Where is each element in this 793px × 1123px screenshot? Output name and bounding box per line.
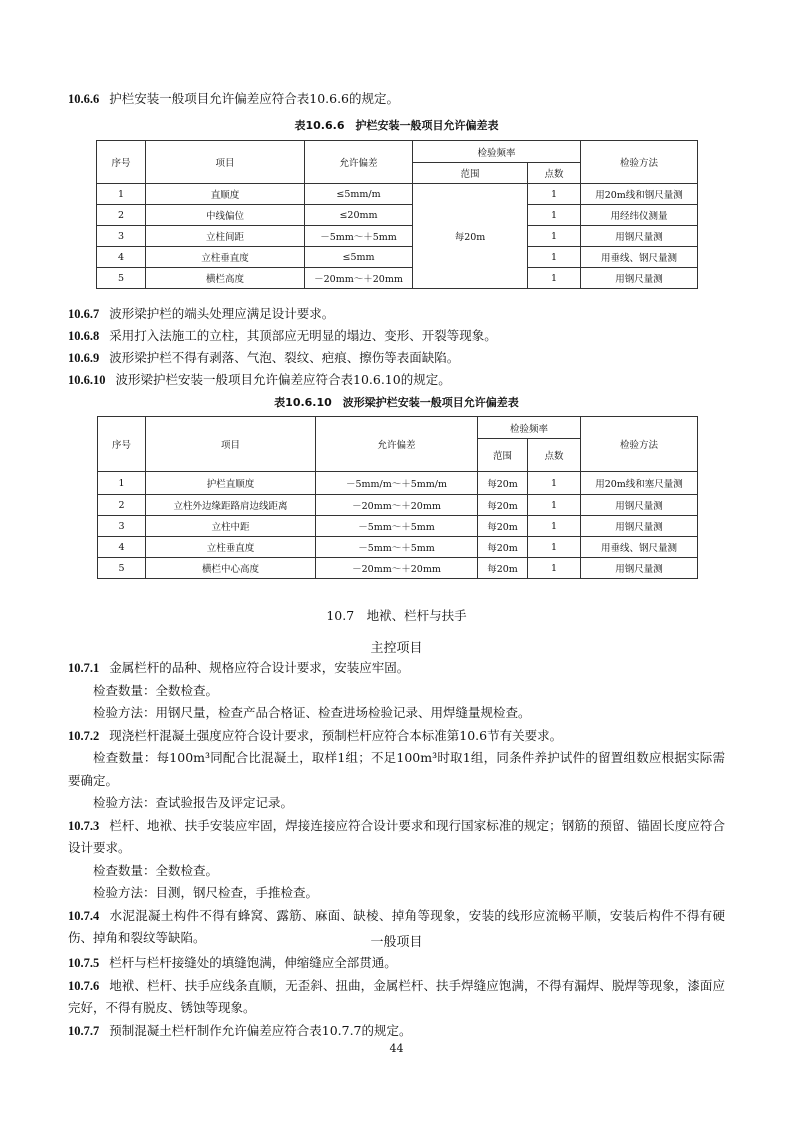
table-cell: 1 [97, 184, 146, 205]
table-cell: 1 [98, 472, 146, 495]
table-cell: ≤5mm/m [305, 184, 413, 205]
table-cell: 立柱垂直度 [146, 247, 305, 268]
table-cell: 1 [528, 537, 581, 558]
table-cell: 横栏高度 [146, 268, 305, 289]
table-cell: 用钢尺量测 [581, 558, 698, 579]
table-cell: 用钢尺量测 [581, 495, 698, 516]
table-cell: 用钢尺量测 [581, 226, 698, 247]
clause-10-6-10: 10.6.10 波形梁护栏安装一般项目允许偏差应符合表10.6.10的规定。 [68, 372, 451, 387]
table-cell: 立柱间距 [146, 226, 305, 247]
table-cell: 护栏直顺度 [146, 472, 316, 495]
table-cell: 中线偏位 [146, 205, 305, 226]
table-cell: 每20m [478, 516, 528, 537]
table-row [98, 516, 698, 537]
table-cell: 立柱中距 [146, 516, 316, 537]
table-cell: 4 [97, 247, 146, 268]
table-cell: 1 [528, 226, 581, 247]
table-cell: 每20m [478, 537, 528, 558]
table-cell: 1 [528, 558, 581, 579]
table-cell: 5 [97, 268, 146, 289]
table-row [97, 184, 698, 205]
table-cell: 用垂线、钢尺量测 [581, 537, 698, 558]
inspection-method: 检验方法：目测，钢尺检查，手推检查。 [93, 885, 319, 900]
clause-10-6-9: 10.6.9 波形梁护栏不得有剥落、气泡、裂纹、疤痕、擦伤等表面缺陷。 [68, 350, 460, 365]
clause-10-7-5: 10.7.5 栏杆与栏杆接缝处的填缝饱满，伸缩缝应全部贯通。 [68, 955, 397, 970]
table-cell: －5mm～＋5mm [305, 226, 413, 247]
table-cell: 2 [98, 495, 146, 516]
table-row [97, 268, 698, 289]
table-caption: 表10.6.10 波形梁护栏安装一般项目允许偏差表 [274, 396, 519, 409]
clause-10-7-4: 10.7.4 水泥混凝土构件不得有蜂窝、露筋、麻面、缺棱、掉角等现象，安装的线形应流畅平顺，安装后构件不得有硬伤、掉角和裂纹等缺陷。 [68, 907, 725, 945]
clause-10-7-5-to-10-7-7 [68, 952, 725, 1042]
clause-10-7-1: 10.7.1 金属栏杆的品种、规格应符合设计要求，安装应牢固。 [68, 660, 410, 675]
table-cell: －5mm～＋5mm [316, 537, 478, 558]
clause-10-6-7: 10.6.7 波形梁护栏的端头处理应满足设计要求。 [68, 306, 335, 321]
table-cell: 每20m [478, 558, 528, 579]
clause-10-6-8: 10.6.8 采用打入法施工的立柱，其顶部应无明显的塌边、变形、开裂等现象。 [68, 328, 497, 343]
table-row [97, 247, 698, 268]
clause-10-7-7: 10.7.7 预制混凝土栏杆制作允许偏差应符合表10.7.7的规定。 [68, 1022, 412, 1038]
table-cell: 1 [528, 205, 581, 226]
table-cell: 直顺度 [146, 184, 305, 205]
table-cell: 每20m [478, 472, 528, 495]
clause-10-7-1-to-10-7-4 [68, 657, 725, 950]
clause-10-7-3: 10.7.3 栏杆、地袱、扶手安装应牢固，焊接连接应符合设计要求和现行国家标准的规定；钢筋的预留、锚固长度应符合设计要求。 [68, 817, 725, 855]
table-row [97, 226, 698, 247]
table-cell: ≤20mm [305, 205, 413, 226]
table-cell: －20mm～＋20mm [316, 495, 478, 516]
table-cell: 立柱垂直度 [146, 537, 316, 558]
inspection-method: 检验方法：查试验报告及评定记录。 [93, 795, 294, 810]
table-cell: 2 [97, 205, 146, 226]
table-cell: 3 [97, 226, 146, 247]
table-cell: －20mm～＋20mm [305, 268, 413, 289]
table-cell: 3 [98, 516, 146, 537]
table-caption: 表10.6.6 护栏安装一般项目允许偏差表 [294, 119, 499, 132]
clause-10-6-6: 10.6.6 护栏安装一般项目允许偏差应符合表10.6.6的规定。 [68, 91, 400, 106]
table-cell: ≤5mm [305, 247, 413, 268]
table-cell: 每20m [413, 184, 528, 289]
table-cell: 用20m线和塞尺量测 [581, 472, 698, 495]
subsection-main-items: 主控项目 [370, 641, 423, 656]
table-cell: 用钢尺量测 [581, 516, 698, 537]
table-cell: 1 [528, 516, 581, 537]
table-cell: 用钢尺量测 [581, 268, 698, 289]
clause-10-7-6: 10.7.6 地袱、栏杆、扶手应线条直顺，无歪斜、扭曲，金属栏杆、扶手焊缝应饱满，不得有漏焊、脱焊等现象，漆面应完好，不得有脱皮、锈蚀等现象。 [68, 977, 725, 1015]
table-row [98, 472, 698, 495]
table-cell: 用20m线和钢尺量测 [581, 184, 698, 205]
table-cell: 4 [98, 537, 146, 558]
table-cell: －5mm/m～＋5mm/m [316, 472, 478, 495]
table-cell: －20mm～＋20mm [316, 558, 478, 579]
table-cell: 横栏中心高度 [146, 558, 316, 579]
table-cell: 用垂线、钢尺量测 [581, 247, 698, 268]
inspection-quantity: 检查数量：每100m³同配合比混凝土，取样1组；不足100m³时取1组，同条件养护试件的留置组数应根据实际需要确定。 [68, 750, 725, 788]
section-title: 10.7 地袱、栏杆与扶手 [326, 608, 467, 623]
table-cell: 1 [528, 268, 581, 289]
table-cell: 1 [528, 472, 581, 495]
subsection-general-items: 一般项目 [370, 935, 423, 950]
table-row [97, 205, 698, 226]
table-row [98, 495, 698, 516]
table-cell: 1 [528, 247, 581, 268]
table-cell: 5 [98, 558, 146, 579]
table-cell: 立柱外边缘距路肩边线距离 [146, 495, 316, 516]
inspection-quantity: 检查数量：全数检查。 [93, 682, 219, 698]
clause-10-7-2: 10.7.2 现浇栏杆混凝土强度应符合设计要求，预制栏杆应符合本标准第10.6节有关要求。 [68, 727, 563, 743]
table-row [98, 558, 698, 579]
inspection-quantity: 检查数量：全数检查。 [93, 862, 219, 878]
table-cell: 1 [528, 495, 581, 516]
inspection-method: 检验方法：用钢尺量，检查产品合格证、检查进场检验记录、用焊缝量规检查。 [93, 705, 531, 720]
table-10-6-6: 序号 项目 允许偏差 检验频率 检验方法 范围 点数 1 直顺度 ≤5mm/m 每20m 1 用20m线和钢尺量测 2 中线偏位 ≤20mm 1 用经纬仪测量 3 立柱间距 －5mm～＋5mm 1 用钢尺量测 4 立柱垂直度 ≤5mm 1 用垂线、钢尺量测 5 横栏高度 －20mm～＋20mm 1 用钢尺量测 [96, 140, 698, 289]
table-cell: 用经纬仪测量 [581, 205, 698, 226]
table-cell: 1 [528, 184, 581, 205]
table-cell: 每20m [478, 495, 528, 516]
table-row [98, 537, 698, 558]
table-cell: －5mm～＋5mm [316, 516, 478, 537]
table-10-6-10: 序号 项目 允许偏差 检验频率 检验方法 范围 点数 1 护栏直顺度 －5mm/m～＋5mm/m 每20m 1 用20m线和塞尺量测 2 立柱外边缘距路肩边线距离 －20mm～＋20mm 每20m 1 用钢尺量测 3 立柱中距 －5mm～＋5mm 每20m 1 用钢尺量测 4 立柱垂直度 －5mm～＋5mm 每20m 1 用垂线、钢尺量测 5 横栏中心高度 －20mm～＋20mm 每20m 1 用钢尺量测 [97, 416, 698, 579]
page-number: 44 [389, 1042, 404, 1055]
